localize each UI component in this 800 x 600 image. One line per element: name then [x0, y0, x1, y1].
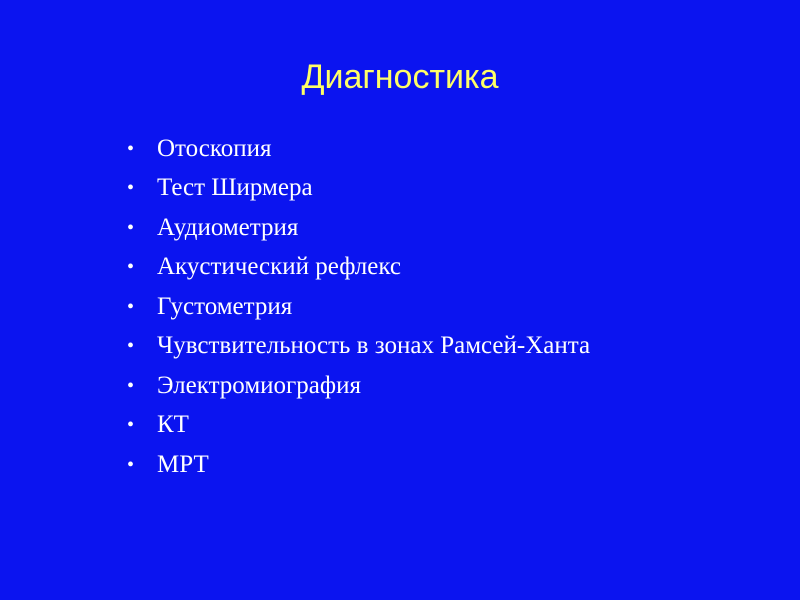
bullet-icon: •: [127, 137, 135, 160]
bullet-icon: •: [127, 256, 135, 279]
list-item: [127, 327, 787, 367]
bullet-icon: •: [127, 295, 135, 318]
list-item: [127, 406, 787, 446]
list-item-text: Отоскопия: [157, 134, 272, 162]
list-item: [127, 129, 787, 169]
bullet-icon: •: [127, 177, 135, 200]
list-item-text: Густометрия: [157, 292, 293, 320]
bullet-icon: •: [127, 216, 135, 239]
list-item: [127, 287, 787, 327]
list-item-text: КТ: [157, 411, 189, 439]
bullet-icon: •: [127, 414, 135, 437]
list-item-text: МРТ: [157, 450, 209, 478]
slide-title: Диагностика: [301, 58, 499, 96]
list-item-text: Акустический рефлекс: [157, 253, 401, 281]
list-item: [127, 445, 787, 485]
bullet-icon: •: [127, 453, 135, 476]
bullet-icon: •: [127, 335, 135, 358]
list-item-text: Тест Ширмера: [157, 174, 313, 202]
bullet-icon: •: [127, 374, 135, 397]
bullet-list: [127, 129, 787, 485]
list-item: [127, 366, 787, 406]
list-item: [127, 169, 787, 209]
list-item-text: Чувствительность в зонах Рамсей-Ханта: [157, 332, 591, 360]
list-item: [127, 208, 787, 248]
list-item: [127, 248, 787, 288]
list-item-text: Электромиография: [157, 371, 361, 399]
list-item-text: Аудиометрия: [157, 213, 299, 241]
